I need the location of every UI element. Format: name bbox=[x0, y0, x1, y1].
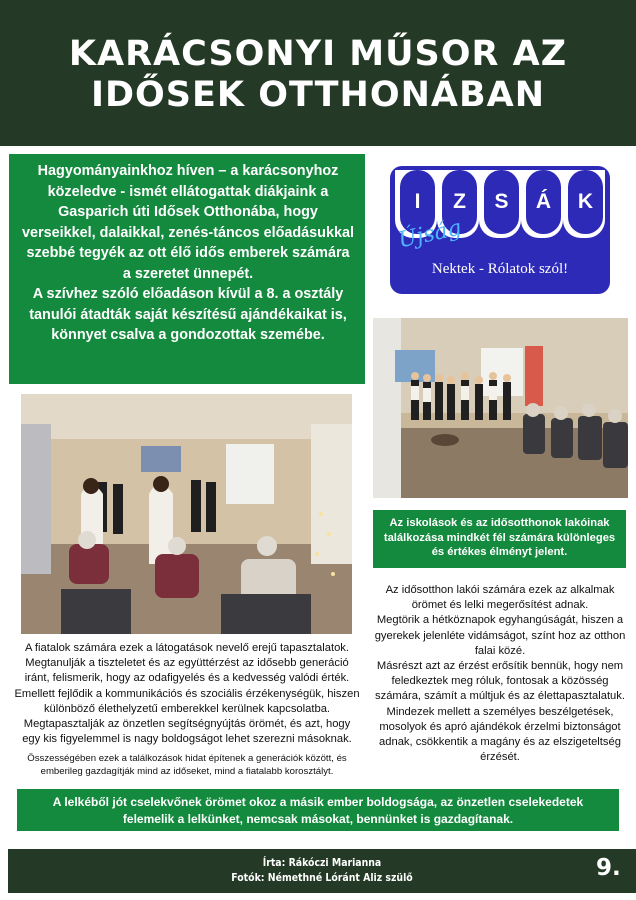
footer-banner bbox=[8, 849, 636, 893]
logo-letter: I bbox=[400, 170, 435, 234]
logo-slogan: Nektek - Rólatok szól! bbox=[431, 261, 569, 277]
intro-paragraph-1: Hagyományainkhoz híven – a karácsonyhoz közeledve - ismét ellátogattak diákjaink a Gasparich úti Idősek Otthonába, hogy verseikkel, dalaikkal, zenés-táncos előadásukkal szebbé tegyék az ott élő idős emberek számára a szeretet ünnepét. bbox=[22, 163, 354, 282]
logo-letter-block bbox=[479, 170, 521, 238]
logo-letter: Z bbox=[442, 170, 477, 234]
logo-script-ujsag: Újság bbox=[396, 215, 464, 254]
author-credit: Írta: Rákóczi Marianna bbox=[262, 857, 382, 869]
page-title-line-2: IDŐSEK OTTHONÁBAN bbox=[90, 75, 546, 115]
logo-letter-block bbox=[521, 170, 563, 238]
logo-letter: K bbox=[568, 170, 603, 234]
header-banner bbox=[0, 0, 636, 146]
photo-credit: Fotók: Némethné Lóránt Aliz szülő bbox=[231, 872, 413, 884]
quote-box bbox=[17, 789, 619, 831]
left-summary-text: Összességében ezek a találkozások hidat építenek a generációk között, és emberileg gazdagítják mind az időseket, mind a fiatalabb korosztályt. bbox=[27, 753, 347, 777]
intro-paragraph-2: A szívhez szóló előadáson kívül a 8. a osztály tanulói átadták saját készítésű ajándékaikat is, könnyet csalva a gondozottak szemébe. bbox=[29, 286, 347, 343]
gift-giving-photo bbox=[21, 394, 352, 634]
photo-caption: Az iskolások és az idősotthonok lakóinak találkozása mindkét fél számára különleges és értékes élményt jelent. bbox=[383, 517, 616, 558]
izsak-ujsag-logo bbox=[390, 166, 610, 294]
page-number: 9. bbox=[596, 855, 621, 881]
logo-letter: S bbox=[484, 170, 519, 234]
choir-performance-illustration bbox=[373, 318, 628, 498]
left-column-text bbox=[14, 641, 360, 747]
right-paragraph-3: Másrészt azt az érzést erősítik bennük, hogy nem feledkeztek meg róluk, fontosak a közösség számára, számít a múltjuk és az élettapasztalatuk. bbox=[375, 660, 625, 703]
page-title-line-1: KARÁCSONYI MŰSOR AZ bbox=[68, 34, 568, 74]
right-paragraph-2: Megtörik a hétköznapok egyhangúságát, hiszen a gyerekek jelenléte vidámságot, színt hoz az otthon falai közé. bbox=[374, 614, 626, 657]
quote-text: A lelkéből jót cselekvőnek örömet okoz a másik ember boldogsága, az önzetlen cselekedetek felemelik a lelkünket, nemcsak másokat, bennünket is gazdagítanak. bbox=[52, 795, 584, 826]
gift-giving-illustration bbox=[21, 394, 352, 634]
page-title bbox=[10, 34, 626, 116]
left-paragraph-1: A fiatalok számára ezek a látogatások nevelő erejű tapasztalatok. Megtanulják a tiszteletet és az együttérzést az idősebb generáció iránt, felismerik, hogy az odafigyelés és a kedvesség valódi érték. Emellett fejlődik a kommunikációs és szociális érzékenységük, hiszen különböző élethelyzetű emberekkel kerülnek kapcsolatba. Megtapasztalják az önzetlen segítségnyújtás örömét, és azt, hogy egy kis figyelemmel is nagy boldogságot lehet szerezni másoknak. bbox=[14, 642, 360, 746]
credits bbox=[208, 856, 436, 886]
right-column-text bbox=[372, 583, 628, 765]
choir-performance-photo bbox=[373, 318, 628, 498]
logo-letter: Á bbox=[526, 170, 561, 234]
right-paragraph-4: Mindezek mellett a személyes beszélgetések, mosolyok és apró ajándékok érzelmi biztonságot adnak, csökkentik a magány és az elszigeteltség érzését. bbox=[379, 705, 621, 764]
right-paragraph-1: Az idősotthon lakói számára ezek az alkalmak örömet és lelki megerősítést adnak. bbox=[385, 584, 615, 612]
photo-caption-box bbox=[373, 510, 626, 568]
intro-box bbox=[9, 154, 365, 384]
logo-letter-block bbox=[563, 170, 605, 238]
intro-text bbox=[21, 161, 355, 346]
